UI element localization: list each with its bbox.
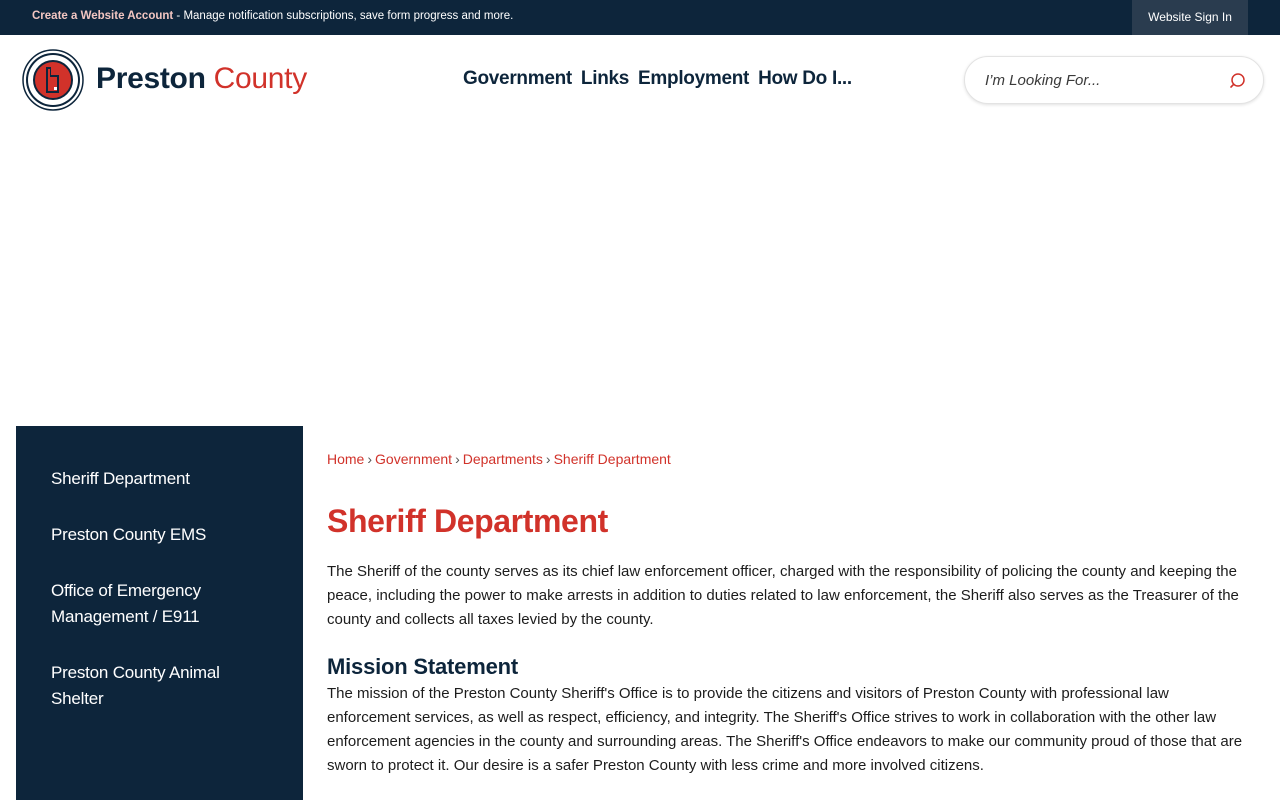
logo-word-county: County — [213, 62, 307, 95]
sidebar-item-animal-shelter[interactable]: Preston County Animal Shelter — [51, 663, 220, 708]
sidebar-navigation — [16, 426, 303, 800]
top-utility-bar — [0, 0, 1280, 35]
breadcrumb-departments[interactable]: Departments — [462, 451, 543, 467]
search-icon[interactable] — [1229, 71, 1249, 91]
intro-paragraph: The Sheriff of the county serves as its chief law enforcement officer, charged with the responsibility of policing the county and keeping the peace, including the power to make arrests in addition to duties related to law enforcement, the Sheriff also serves as the Treasurer of the county and collects all taxes levied by the county. — [327, 563, 1239, 628]
breadcrumb-government[interactable]: Government — [375, 451, 453, 467]
county-seal-icon[interactable] — [22, 49, 84, 111]
mission-statement-heading: Mission Statement — [327, 654, 518, 679]
nav-item-government[interactable]: Government — [463, 68, 572, 89]
site-logo-text[interactable] — [96, 62, 307, 96]
nav-item-links[interactable]: Links — [580, 68, 630, 89]
sidebar-item-preston-county-ems[interactable]: Preston County EMS — [51, 525, 207, 544]
sidebar-item-emergency-management[interactable]: Office of Emergency Management / E911 — [51, 581, 201, 626]
mission-statement-text: The mission of the Preston County Sheriff's Office is to provide the citizens and visitors of Preston County with professional law enforcement services, as well as respect, efficiency, and integrity. The Sheriff's Office strives to work in collaboration with the other law enforcement agencies in the county and surrounding areas. The Sheriff's Office endeavors to make our community proud of those that are sworn to protect it. Our desire is a safer Preston County with less crime and more involved citizens. — [327, 685, 1243, 774]
create-account-link[interactable]: Create a Website Account — [32, 10, 174, 22]
account-message-text: - Manage notification subscriptions, save form progress and more. — [173, 10, 514, 22]
main-navigation — [463, 68, 852, 90]
breadcrumb-home[interactable]: Home — [327, 451, 365, 467]
breadcrumb-separator: › — [455, 451, 460, 467]
page-title: Sheriff Department — [327, 503, 608, 539]
breadcrumb-separator: › — [367, 451, 373, 467]
site-search — [964, 56, 1264, 104]
nav-item-employment[interactable]: Employment — [638, 68, 750, 89]
nav-item-how-do-i[interactable]: How Do I... — [758, 68, 852, 89]
website-sign-in-button[interactable]: Website Sign In — [1132, 0, 1248, 35]
account-message — [32, 10, 513, 22]
breadcrumb-separator: › — [545, 451, 551, 467]
breadcrumb-sheriff-department[interactable]: Sheriff Department — [553, 451, 671, 467]
search-input[interactable] — [983, 67, 1223, 93]
sidebar-item-sheriff-department[interactable]: Sheriff Department — [51, 469, 190, 488]
site-header — [0, 35, 1280, 125]
logo-word-preston: Preston — [96, 62, 206, 95]
main-content — [327, 426, 1247, 778]
breadcrumb — [327, 451, 1247, 467]
